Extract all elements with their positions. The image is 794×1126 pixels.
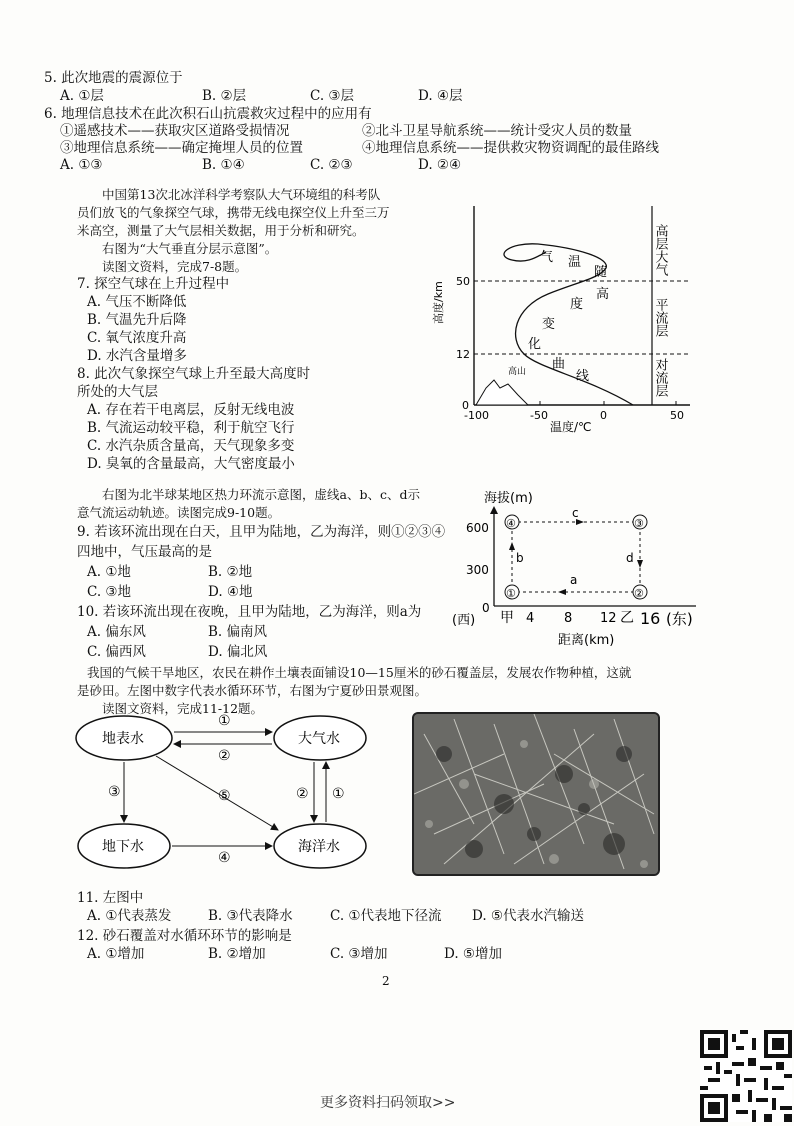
q11-option-b: B. ③代表降水 xyxy=(208,908,293,924)
q12-stem: 12. 砂石覆盖对水循环环节的影响是 xyxy=(77,928,292,944)
q9-option-c: C. ③地 xyxy=(87,584,132,600)
q5-option-d: D. ④层 xyxy=(418,88,463,104)
circ-flow-c: c xyxy=(572,506,579,520)
q7-stem: 7. 探空气球在上升过程中 xyxy=(77,276,230,292)
circ-x-4: 4 xyxy=(526,611,535,626)
q11-stem: 11. 左图中 xyxy=(77,890,144,906)
flow-label-1b: ① xyxy=(332,786,345,802)
q6-stem: 6. 地理信息技术在此次积石山抗震救灾过程中的应用有 xyxy=(44,106,372,122)
x-tick-50: 50 xyxy=(670,409,684,422)
q7-option-a: A. 气压不断降低 xyxy=(87,294,187,310)
circ-point-1: ① xyxy=(506,587,516,600)
q9-option-b: B. ②地 xyxy=(208,564,253,580)
q12-option-b: B. ②增加 xyxy=(208,946,266,962)
flow-label-3: ③ xyxy=(108,784,121,800)
q6-option-a: A. ①③ xyxy=(60,157,103,173)
q11-option-c: C. ①代表地下径流 xyxy=(330,908,442,924)
q8-stem: 8. 此次气象探空气球上升至最大高度时 xyxy=(77,366,311,382)
node-ocean-label: 海洋水 xyxy=(298,839,340,855)
curve-char-3: 随 xyxy=(594,265,608,280)
x-axis-label: 温度/℃ xyxy=(550,420,592,434)
intro78-line3: 米高空，测量了大气层相关数据，用于分析和研究。 xyxy=(77,223,365,238)
circ-x-8: 8 xyxy=(564,611,573,626)
circ-point-2: ② xyxy=(634,587,644,600)
curve-char-4: 高 xyxy=(596,287,610,302)
y-tick-50: 50 xyxy=(456,275,470,288)
circ-east: (东) xyxy=(666,610,693,628)
flow-label-5: ⑤ xyxy=(218,788,231,804)
q10-option-b: B. 偏南风 xyxy=(208,624,268,640)
q6-item-3: ③地理信息系统——确定掩埋人员的位置 xyxy=(60,140,303,156)
node-atmos-label: 大气水 xyxy=(298,731,340,747)
circ-flow-a: a xyxy=(570,573,578,587)
circ-point-3: ③ xyxy=(634,517,644,530)
page-number: 2 xyxy=(382,974,390,988)
q12-option-a: A. ①增加 xyxy=(87,946,145,962)
intro1112-line2: 是砂田。左图中数字代表水循环环节，右图为宁夏砂田景观图。 xyxy=(77,683,428,698)
q7-option-c: C. 氧气浓度升高 xyxy=(87,330,187,346)
intro910-line1: 右图为北半球某地区热力环流示意图，虚线a、b、c、d示 xyxy=(102,487,420,502)
y-axis-label: 高度/km xyxy=(432,281,445,324)
circ-y-label: 海拔(m) xyxy=(484,491,533,506)
node-surface-label: 地表水 xyxy=(102,731,144,747)
intro1112-line1: 我国的气候干旱地区，农民在耕作土壤表面铺设10—15厘米的砂石覆盖层，发展农作物种植，这就 xyxy=(87,665,632,680)
footer-text[interactable]: 更多资料扫码领取>> xyxy=(320,1095,456,1111)
circ-y-0: 0 xyxy=(482,601,490,615)
circ-x-label: 距离(km) xyxy=(558,633,615,648)
q9-option-a: A. ①地 xyxy=(87,564,131,580)
q9-stem: 9. 若该环流出现在白天，且甲为陆地，乙为海洋，则①②③④ xyxy=(77,524,446,540)
q10-option-a: A. 偏东风 xyxy=(87,624,146,640)
layer-stratosphere: 平流层 xyxy=(652,298,668,337)
layer-upper: 高层大气 xyxy=(652,224,668,276)
q5-option-c: C. ③层 xyxy=(310,88,355,104)
q8-option-c: C. 水汽杂质含量高，天气现象多变 xyxy=(87,438,295,454)
q8-option-d: D. 臭氧的含量最高，大气密度最小 xyxy=(87,456,295,472)
q7-option-b: B. 气温先升后降 xyxy=(87,312,187,328)
flow-label-2: ② xyxy=(218,748,231,764)
q11-option-d: D. ⑤代表水汽输送 xyxy=(472,908,585,924)
flow-label-2b: ② xyxy=(296,786,309,802)
q7-option-d: D. 水汽含量增多 xyxy=(87,348,187,364)
atmosphere-layer-chart xyxy=(428,198,718,438)
curve-char-1: 气 xyxy=(540,250,554,265)
flow-label-1: ① xyxy=(218,713,231,729)
q10-option-d: D. 偏北风 xyxy=(208,644,268,660)
q6-option-d: D. ②④ xyxy=(418,157,462,173)
circ-yi: 乙 xyxy=(620,610,634,626)
q11-option-a: A. ①代表蒸发 xyxy=(87,908,172,924)
circ-flow-d: d xyxy=(626,551,634,565)
q8-option-a: A. 存在若干电离层，反射无线电波 xyxy=(87,402,295,418)
circ-west: (西) xyxy=(452,613,476,628)
curve-char-7: 化 xyxy=(528,337,542,352)
qr-code[interactable] xyxy=(700,1030,792,1122)
q9-option-d: D. ④地 xyxy=(208,584,253,600)
q5-option-a: A. ①层 xyxy=(60,88,104,104)
sand-field-photo xyxy=(412,712,660,876)
node-ground-label: 地下水 xyxy=(102,839,144,855)
mountain-label: 高山 xyxy=(508,367,527,377)
circ-flow-b: b xyxy=(516,551,524,565)
flow-label-4: ④ xyxy=(218,850,231,866)
q8-option-b: B. 气流运动较平稳，利于航空飞行 xyxy=(87,420,295,436)
circ-point-4: ④ xyxy=(506,517,516,530)
circ-y-600: 600 xyxy=(466,521,489,535)
thermal-circulation-chart xyxy=(446,486,716,656)
q6-item-4: ④地理信息系统——提供救灾物资调配的最佳路线 xyxy=(362,140,659,156)
q12-option-d: D. ⑤增加 xyxy=(444,946,503,962)
y-tick-12: 12 xyxy=(456,348,470,361)
circ-x-16: 16 xyxy=(640,609,661,628)
curve-char-8: 曲 xyxy=(552,357,566,372)
y-tick-0: 0 xyxy=(462,399,469,412)
x-tick-neg100: -100 xyxy=(464,409,489,422)
water-cycle-diagram xyxy=(70,710,390,870)
intro78-line2: 员们放飞的气象探空气球，携带无线电探空仪上升至三万 xyxy=(77,205,390,220)
mountain-shape xyxy=(476,380,528,405)
q6-option-b: B. ①④ xyxy=(202,157,245,173)
q9-stem-cont: 四地中，气压最高的是 xyxy=(77,544,212,560)
intro78-line5: 读图文资料，完成7-8题。 xyxy=(102,259,248,274)
layer-troposphere: 对流层 xyxy=(652,358,668,397)
circ-x-12: 12 xyxy=(600,611,617,626)
curve-char-5: 度 xyxy=(570,297,584,312)
circ-y-300: 300 xyxy=(466,563,489,577)
q5-stem: 5. 此次地震的震源位于 xyxy=(44,70,183,86)
curve-char-2: 温 xyxy=(568,255,582,270)
intro78-line4: 右图为“大气垂直分层示意图”。 xyxy=(102,241,278,256)
x-tick-neg50: -50 xyxy=(530,409,548,422)
intro910-line2: 意气流运动轨迹。读图完成9-10题。 xyxy=(77,505,281,520)
curve-char-9: 线 xyxy=(576,369,590,384)
intro78-line1: 中国第13次北冰洋科学考察队大气环境组的科考队 xyxy=(102,187,381,202)
q10-option-c: C. 偏西风 xyxy=(87,644,146,660)
q8-stem-cont: 所处的大气层 xyxy=(77,384,158,400)
q6-item-1: ①遥感技术——获取灾区道路受损情况 xyxy=(60,123,290,139)
q12-option-c: C. ③增加 xyxy=(330,946,388,962)
q5-option-b: B. ②层 xyxy=(202,88,247,104)
curve-char-6: 变 xyxy=(542,317,556,332)
circ-jia: 甲 xyxy=(500,610,514,626)
q10-stem: 10. 若该环流出现在夜晚，且甲为陆地，乙为海洋，则a为 xyxy=(77,604,422,620)
x-tick-0: 0 xyxy=(600,409,607,422)
intro1112-line3: 读图文资料，完成11-12题。 xyxy=(102,701,264,716)
q6-item-2: ②北斗卫星导航系统——统计受灾人员的数量 xyxy=(362,123,632,139)
q6-option-c: C. ②③ xyxy=(310,157,353,173)
